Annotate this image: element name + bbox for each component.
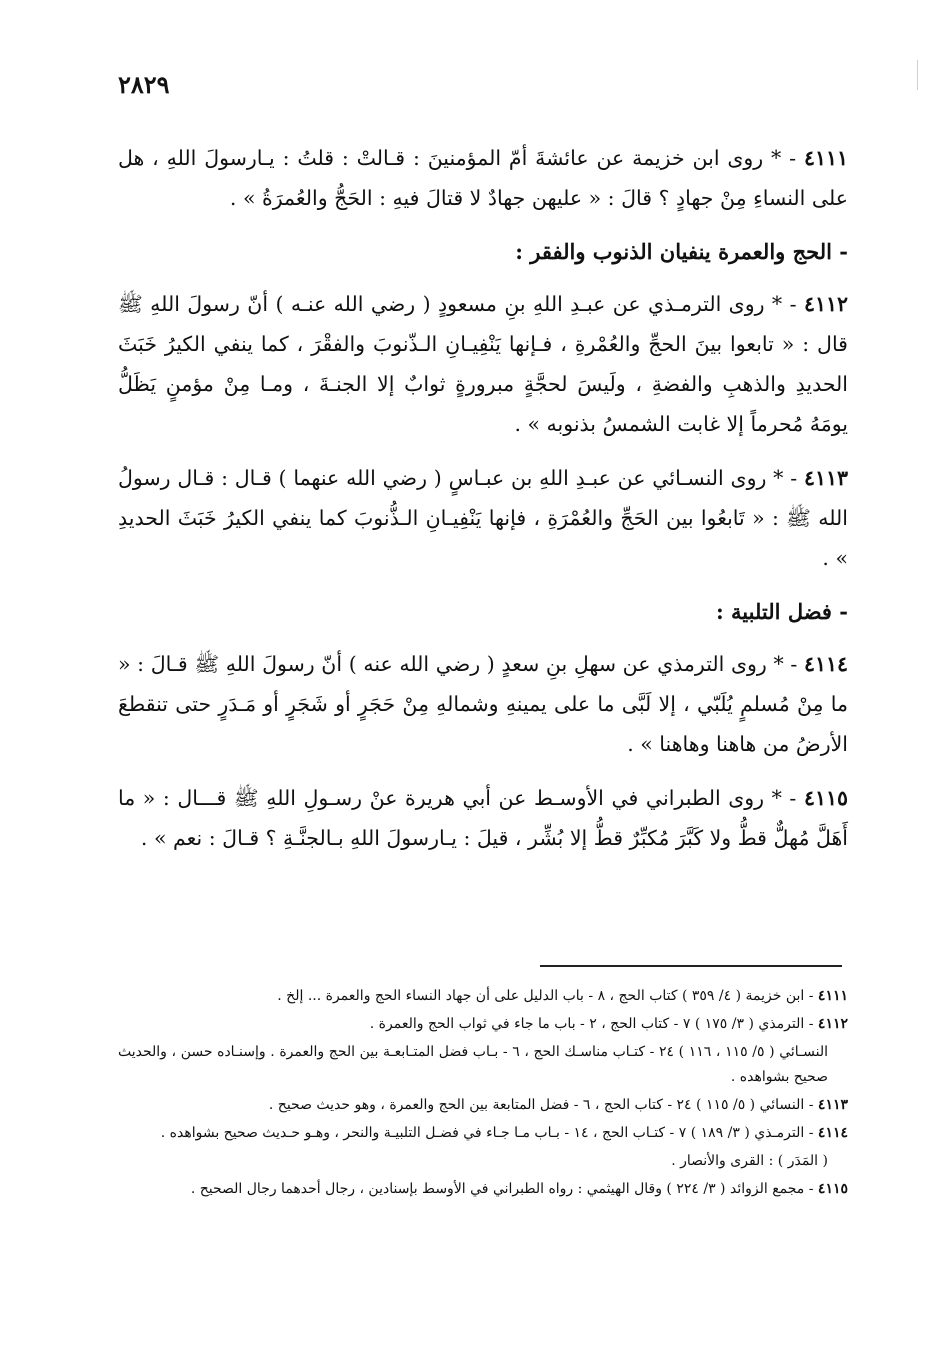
footnote-number: ٤١١١ xyxy=(817,988,848,1004)
footnote-text: - ابن خزيمة ( ٤/ ٣٥٩ ) كتاب الحج ، ٨ - باب الدليل على أن جهاد النساء الحج والعمرة ... إلخ . xyxy=(277,988,814,1004)
entry-number: ٤١١٥ xyxy=(803,786,848,810)
entry-text: - * روى ابن خزيمة عن عائشةَ أمّ المؤمنينَ : قـالتْ : قلتُ : يـارسولَ اللهِ ، هل على النساءِ مِنْ جهادٍ ؟ قالَ : « عليهن جهادٌ لا قتالَ فيهِ : الحَجُّ والعُمرَةُ » . xyxy=(118,146,848,210)
hadith-entry-4112 xyxy=(118,284,848,444)
hadith-entry-4114 xyxy=(118,644,848,764)
page-number: ٢٨٢٩ xyxy=(118,70,170,99)
footnote-4112 xyxy=(118,1012,848,1037)
entry-number: ٤١١٢ xyxy=(803,292,848,316)
page-edge-mark xyxy=(917,60,918,90)
hadith-entry-4113 xyxy=(118,458,848,578)
footnote-4114-gloss xyxy=(118,1149,848,1174)
footnote-4112-nasai xyxy=(118,1040,848,1090)
footnote-4111 xyxy=(118,984,848,1009)
hadith-entry-4111 xyxy=(118,138,848,218)
entry-number: ٤١١٣ xyxy=(803,466,848,490)
footnote-number: ٤١١٣ xyxy=(817,1097,848,1113)
footnote-4115 xyxy=(118,1177,848,1202)
footnote-text: - الترمذي ( ٣/ ١٧٥ ) ٧ - كتاب الحج ، ٢ - باب ما جاء في ثواب الحج والعمرة . xyxy=(369,1016,814,1032)
entry-text: - * روى الترمذي عن سهلِ بنِ سعدٍ ( رضي الله عنه ) أنّ رسولَ اللهِ ﷺ قـالَ : « ما مِنْ مُسلمٍ يُلَبّي ، إلا لَبَّى ما على يمينهِ وشمالهِ مِنْ حَجَرٍ أو شَجَرٍ أو مَـدَرٍ حتى تنقطعَ الأرضُ من هاهنا وهاهنا » . xyxy=(118,652,848,756)
entry-text: - * روى الطبراني في الأوسـط عن أبي هريرة عنْ رسـولِ اللهِ ﷺ قـــال : « ما أَهَلَّ مُهلٌّ قطُّ ولا كَبَّرَ مُكبِّرٌ قطُّ إلا بُشِّر ، قيلَ : يـارسولَ اللهِ بـالجنَّـةِ ؟ قـالَ : نعم » . xyxy=(118,786,848,850)
footnote-text: النسـائي ( ٥/ ١١٥ ، ١١٦ ) ٢٤ - كتـاب مناسـك الحج ، ٦ - بـاب فضل المتـابعـة بين الحج والعمرة . وإسنـاده حسن ، والحديث صحيح بشواهده . xyxy=(118,1044,828,1085)
entry-number: ٤١١٤ xyxy=(803,652,848,676)
footnote-number: ٤١١٢ xyxy=(817,1016,848,1032)
entry-text: - * روى النسـائي عن عبـدِ اللهِ بن عبـاسٍ ( رضي الله عنهما ) قـال : قـال رسولُ الله ﷺ : « تَابعُوا بين الحَجِّ والعُمْرَةِ ، فإنها يَنْفِيـانِ الـذُّنوبَ كما ينفي الكيرُ خَبَثَ الحديدِ » . xyxy=(118,466,848,570)
footnote-text: - مجمع الزوائد ( ٣/ ٢٢٤ ) وقال الهيثمي : رواه الطبراني في الأوسط بإسنادين ، رجال أحدهما رجال الصحيح . xyxy=(190,1181,814,1197)
footnotes xyxy=(118,984,848,1205)
footnote-4113 xyxy=(118,1093,848,1118)
hadith-entry-4115 xyxy=(118,778,848,858)
section-heading-hajj-umrah: - الحج والعمرة ينفيان الذنوب والفقر : xyxy=(515,239,848,264)
footnote-4114 xyxy=(118,1121,848,1146)
footnote-separator xyxy=(540,965,842,967)
footnote-number: ٤١١٥ xyxy=(817,1181,848,1197)
footnote-text: - الترمـذي ( ٣/ ١٨٩ ) ٧ - كتـاب الحج ، ١٤ - بـاب مـا جـاء في فضـل التلبيـة والنحر ، وهـو حـديث صحيح بشواهده . xyxy=(160,1125,814,1141)
footnote-text: - النسائي ( ٥/ ١١٥ ) ٢٤ - كتاب الحج ، ٦ - فضل المتابعة بين الحج والعمرة ، وهو حديث صحيح . xyxy=(268,1097,814,1113)
entry-number: ٤١١١ xyxy=(803,146,848,170)
footnote-number: ٤١١٤ xyxy=(817,1125,848,1141)
footnote-text: ( المَدَر ) : القرى والأنصار . xyxy=(671,1153,828,1169)
section-heading-talbiya: - فضل التلبية : xyxy=(715,599,848,624)
main-text xyxy=(118,138,848,872)
entry-text: - * روى الترمـذي عن عبـدِ اللهِ بنِ مسعودٍ ( رضي الله عنـه ) أنّ رسولَ اللهِ ﷺ قال : « تابعوا بينَ الحجِّ والعُمْرةِ ، فـإنها يَنْفِيـانِ الـذّنوبَ والفقْرَ ، كما ينفي الكيرُ خَبَثَ الحديدِ والذهبِ والفضةِ ، ولَيسَ لحجَّةٍ مبرورةٍ ثوابٌ إلا الجنـةَ ، ومـا مِنْ مؤمنٍ يَظَلُّ يومَهُ مُحرماً إلا غابت الشمسُ بذنوبه » . xyxy=(118,292,848,436)
